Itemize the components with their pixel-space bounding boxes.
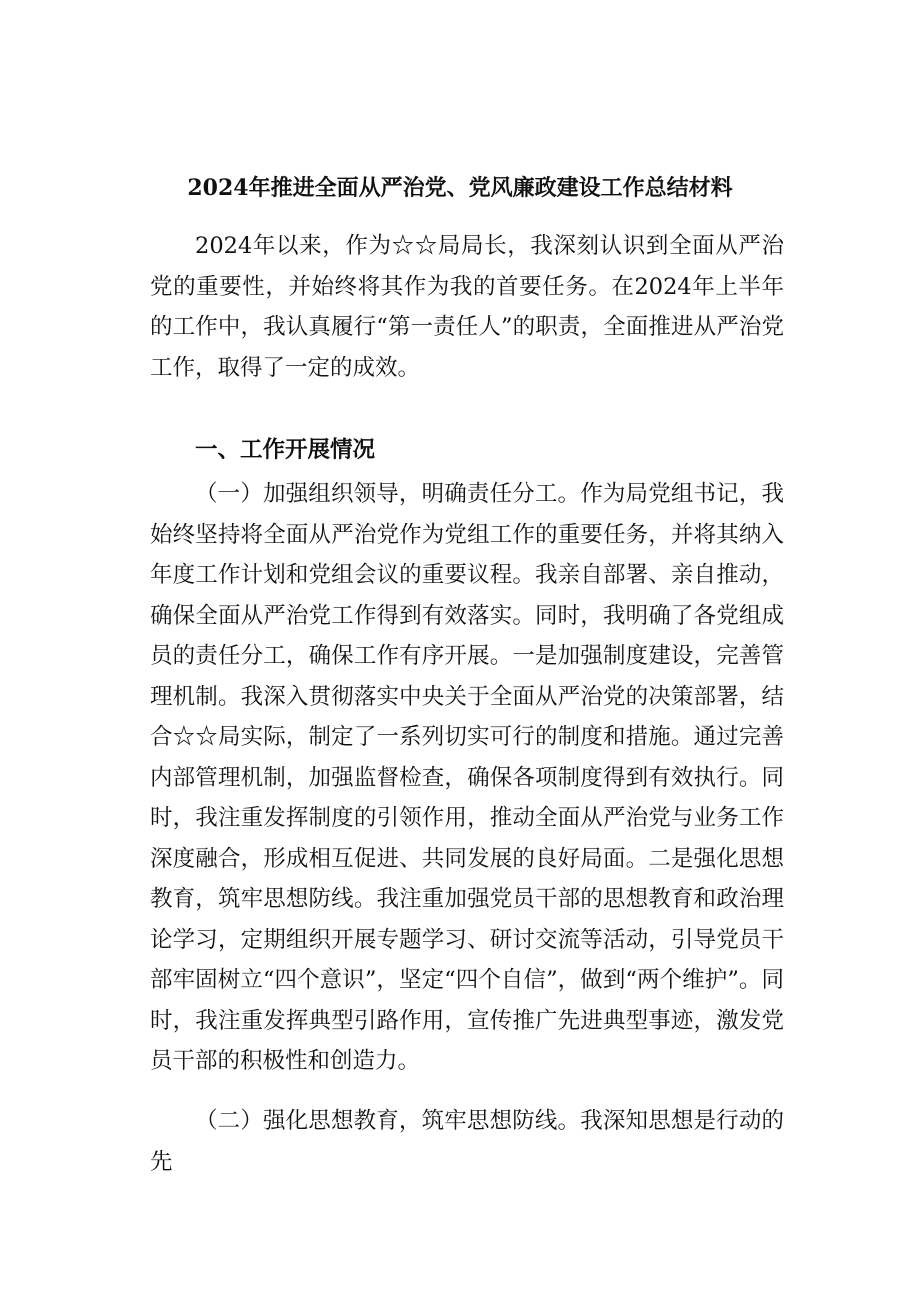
section-heading: 一、工作开展情况 <box>195 437 376 463</box>
body-paragraph: （一）加强组织领导，明确责任分工。作为局党组书记，我始终坚持将全面从严治党作为党组工作的重要任务，并将其纳入年度工作计划和党组会议的重要议程。我亲自部署、亲自推动，确保全面从严治党工作得到有效落实。同时，我明确了各党组成员的责任分工，确保工作有序开展。一是加强制度建设，完善管理机制。我深入贯彻落实中央关于全面从严治党的决策部署，结合☆☆局实际，制定了一系列切实可行的制度和措施。通过完善内部管理机制，加强监督检查，确保各项制度得到有效执行。同时，我注重发挥制度的引领作用，推动全面从严治党与业务工作深度融合，形成相互促进、共同发展的良好局面。二是强化思想教育，筑牢思想防线。我注重加强党员干部的思想教育和政治理论学习，定期组织开展专题学习、研讨交流等活动，引导党员干部牢固树立“四个意识”，坚定“四个自信”，做到“两个维护”。同时，我注重发挥典型引路作用，宣传推广先进典型事迹，激发党员干部的积极性和创造力。 <box>150 481 784 1074</box>
body-paragraph: （二）强化思想教育，筑牢思想防线。我深知思想是行动的先 <box>150 1108 784 1175</box>
intro-paragraph: 2024年以来，作为☆☆局局长，我深刻认识到全面从严治党的重要性，并始终将其作为我的首要任务。在2024年上半年的工作中，我认真履行“第一责任人”的职责，全面推进从严治党工作，取得了一定的成效。 <box>150 233 784 381</box>
document-title: 2024年推进全面从严治党、党风廉政建设工作总结材料 <box>187 175 733 201</box>
